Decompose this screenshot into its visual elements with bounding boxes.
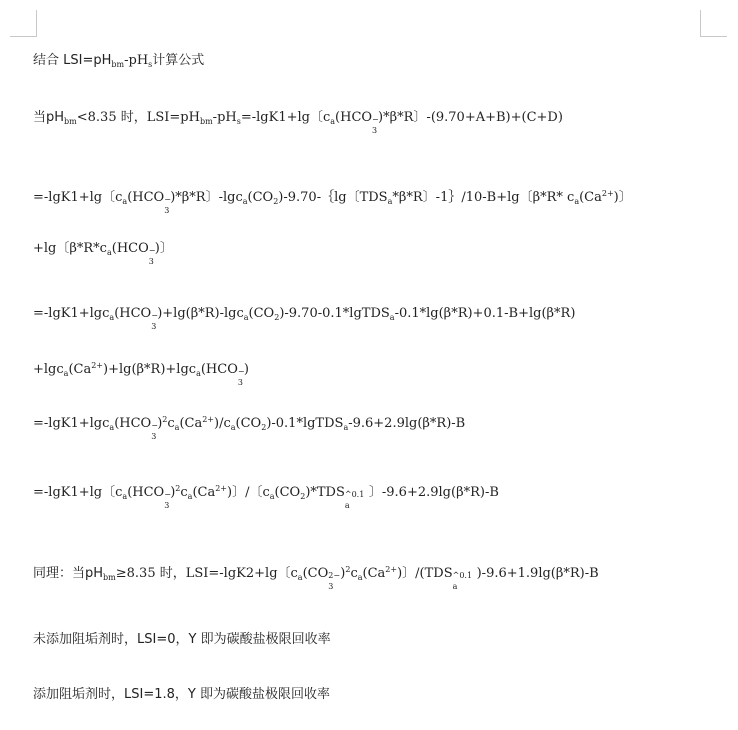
equation-line-3: +lg〔$\beta*R*c_a(HCO$ − 3 )〕	[33, 241, 173, 266]
equation-line-6: =-lgK1+lgc$_a$(HCO − 3 )$^2c_a(Ca^{2+})/c_a(CO_2)-0.1*lgTDS_a-9.6+2.9\lg(\beta*R)-B$	[33, 415, 466, 441]
equation-line-1: 当$pH_{bm}<8.35$ 时，$LSI=pH_{bm}-pH_s=-\lg K1+\lg$〔$c_a(HCO$ − 3 )*β*R〕-(9.70+A+B)+(C+D)	[33, 110, 563, 135]
equation-line-5: $+\lg c_a(Ca^{2+})+\lg(\beta*R)+\lg c_a(HCO$ − 3 )	[33, 361, 249, 387]
equation-line-8: 同理：当$pH_{bm}\ge 8.35$ 时，LSI=-lgK2+lg〔$c_a(CO$ 2− 3 )$^2c_a(Ca^{2+})$〕/(TDS ^0.1 a )-9.6+1.9lg(β*R)-B	[33, 565, 599, 591]
note-without-inhibitor: 未添加阻垢剂时，LSI=0，Y 即为碳酸盐极限回收率	[33, 632, 331, 647]
page-corner-mark-right	[700, 10, 727, 37]
equation-line-2: =-lgK1+lg〔$c_a(HCO$ − 3 )*β*R〕$-\lg c_a(CO_2)-9.70-\{\lg$〔$TDS_a*\beta*R$〕-1｝/10-B+lg〔β*R* $c_a(Ca^{2+})$〕	[33, 189, 632, 215]
page-corner-mark-left	[10, 10, 37, 37]
equation-line-7: =-lgK1+lg〔$c_a(HCO$ − 3 )$^2c_a(Ca^{2+})$〕/〔$c_a(CO_2)*TDS$ ^0.1 a 〕-9.6+2.9lg(β*R)-B	[33, 484, 499, 510]
equation-line-4: =-lgK1+lgc$_a$(HCO − 3 )$+\lg(\beta*R)-\lg c_a(CO_2)-9.70-0.1*lgTDS_a-0.1*\lg(\beta*R)+0.1-B+\lg(\beta*R)$	[33, 306, 576, 331]
heading-lsi-formula: 结合 $LSI=pH_{bm}-pH_s$计算公式	[33, 53, 205, 69]
note-with-inhibitor: 添加阻垢剂时，LSI=1.8，Y 即为碳酸盐极限回收率	[33, 687, 330, 702]
